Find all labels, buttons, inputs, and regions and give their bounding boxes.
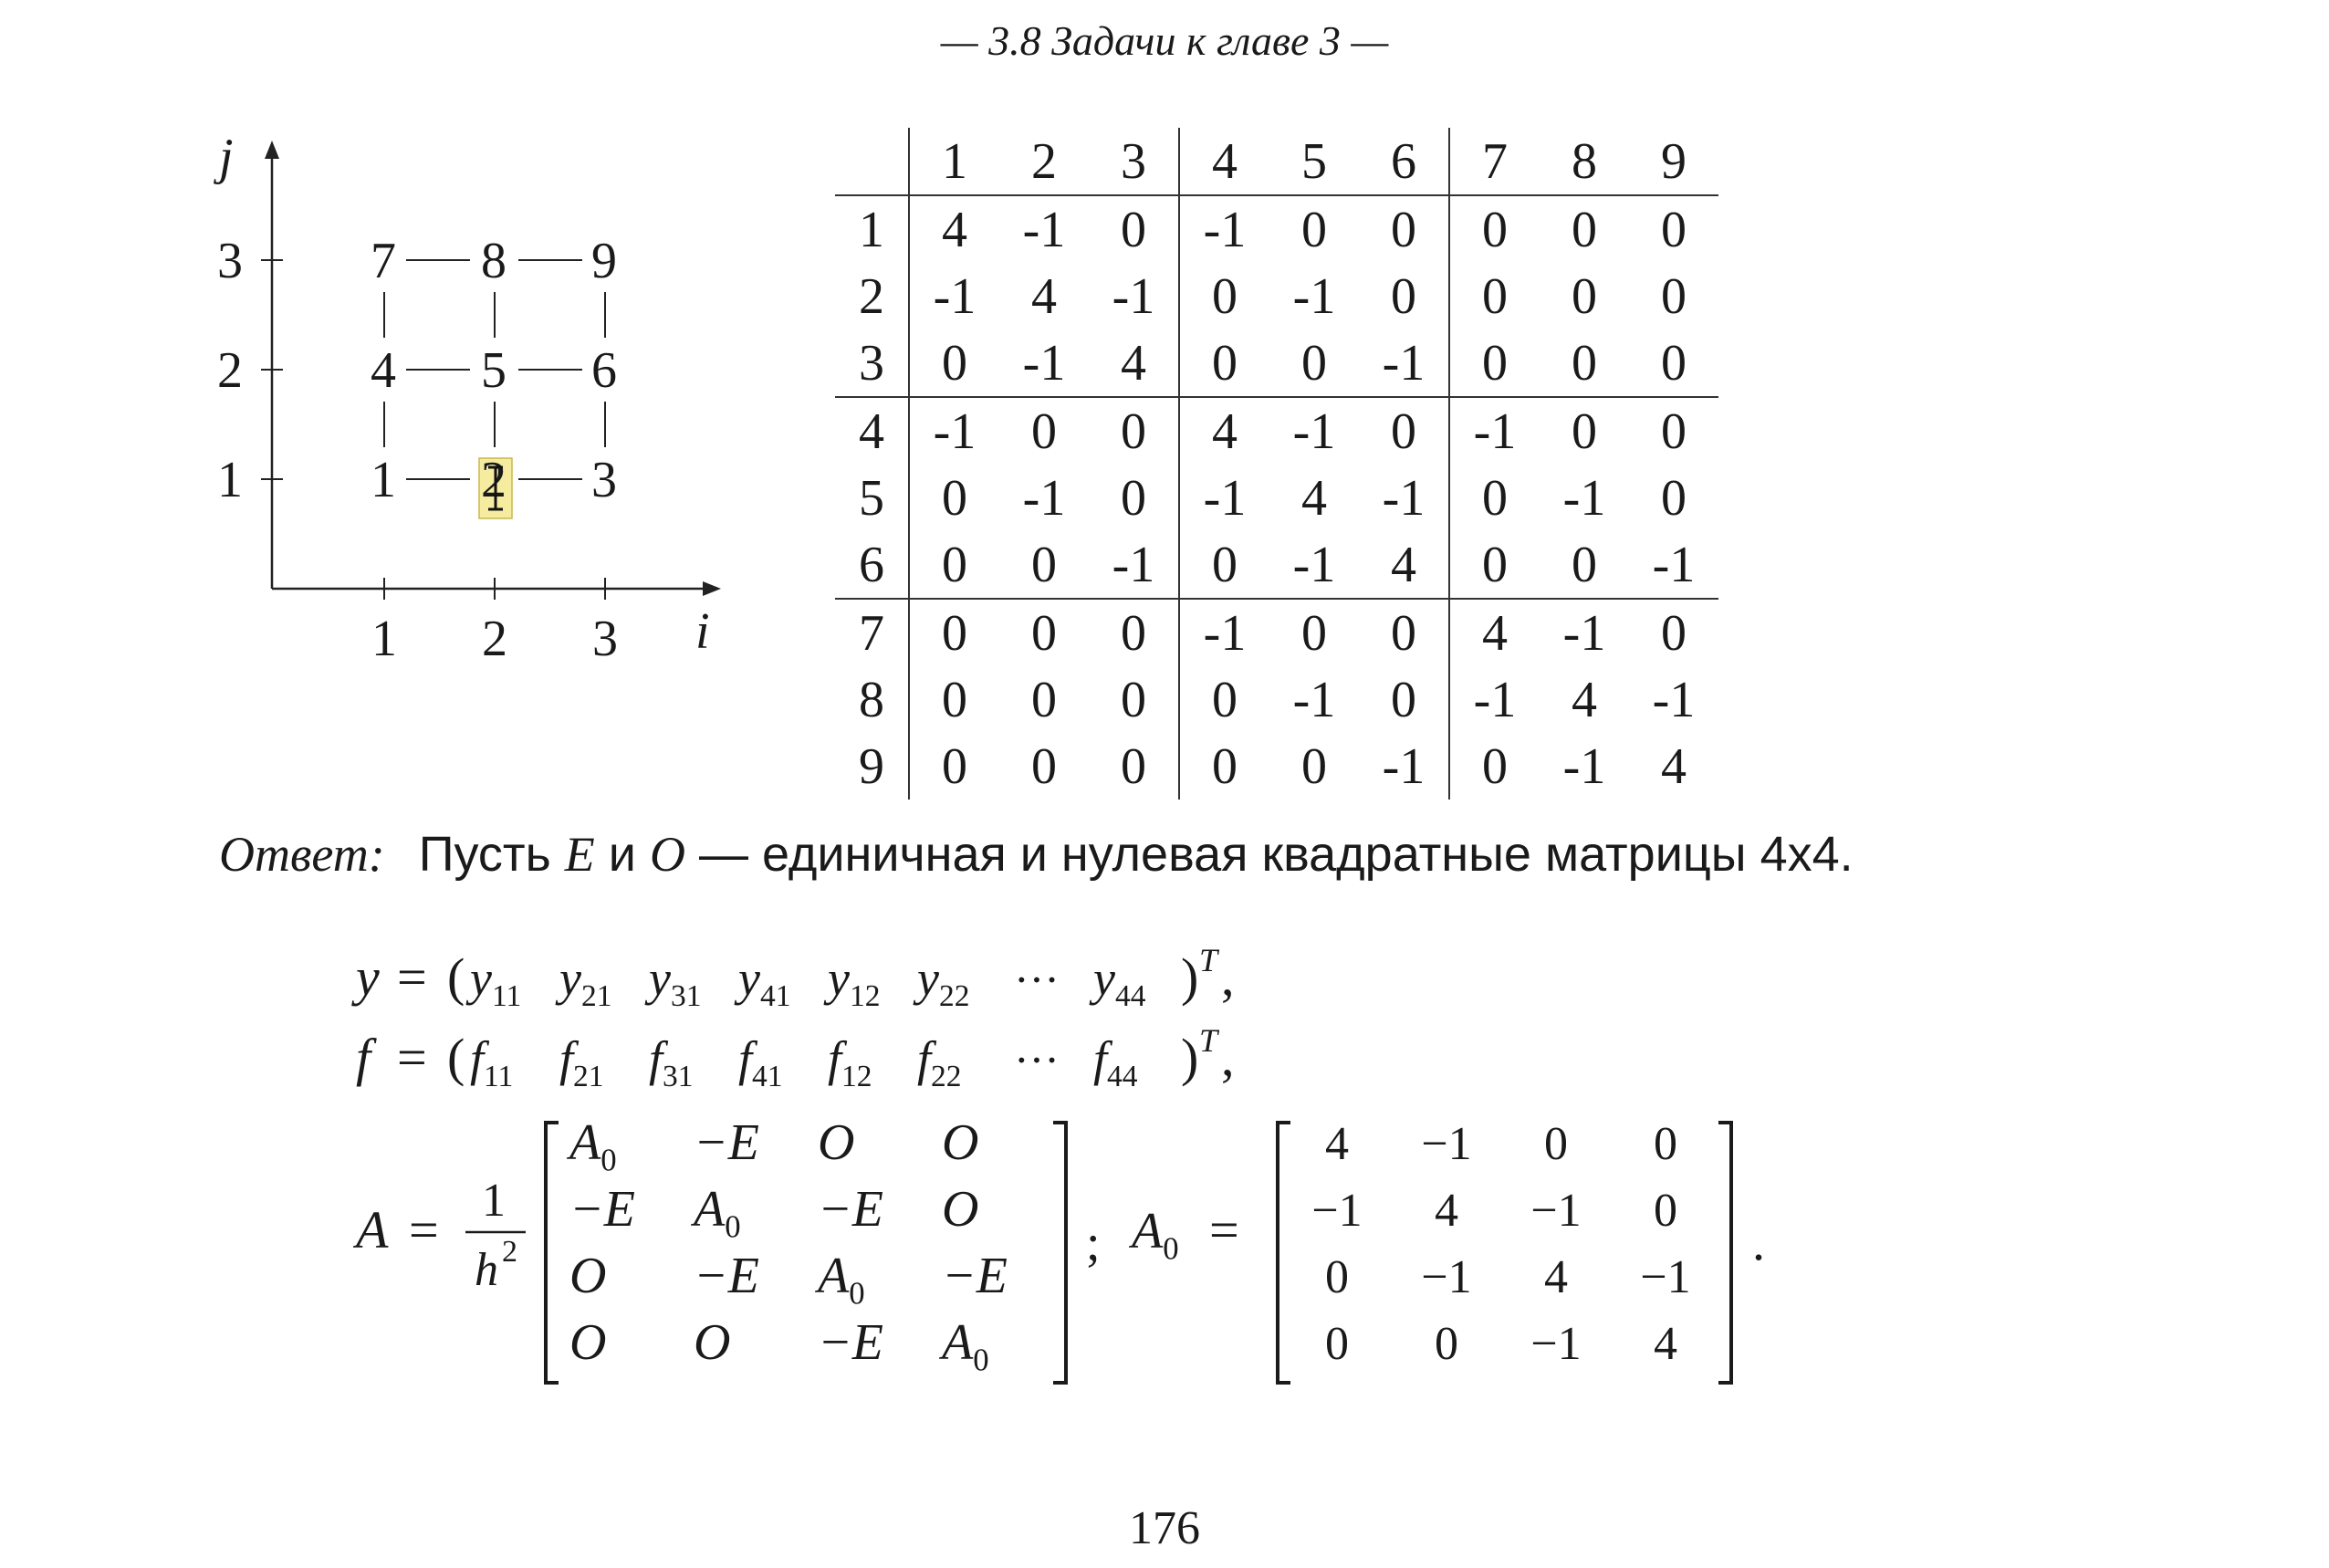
matrix-cell: 0 xyxy=(942,469,967,527)
A0-matrix-cell: 0 xyxy=(1654,1118,1677,1170)
matrix-cell: 0 xyxy=(1089,465,1179,531)
col-header: 5 xyxy=(1269,128,1359,195)
block-matrix-cell: O xyxy=(818,1114,855,1171)
matrix-cell: -1 xyxy=(1292,536,1336,593)
matrix-cell: -1 xyxy=(1089,531,1179,599)
row-header: 6 xyxy=(835,531,909,599)
matrix-cell: 0 xyxy=(1359,666,1449,733)
col-header: 4 xyxy=(1179,128,1269,195)
matrix-cell: 0 xyxy=(1572,334,1597,392)
matrix-cell: 4 xyxy=(1031,267,1057,325)
matrix-cell: 0 xyxy=(1269,599,1359,666)
page-header: — 3.8 Задачи к главе 3 — xyxy=(940,17,1389,64)
answer-text-2: и xyxy=(608,827,636,882)
A0-matrix-cell: 0 xyxy=(1654,1185,1677,1237)
f-vector-definition xyxy=(356,1022,1235,1093)
vector-lhs: f xyxy=(356,1028,371,1087)
vector-term: $f_{41}$ xyxy=(738,1031,783,1093)
block-matrix-cell: −E xyxy=(694,1248,759,1304)
y-tick-3: 3 xyxy=(217,233,243,289)
formula-separator: ; xyxy=(1086,1215,1101,1271)
vector-term: $f_{31}$ xyxy=(649,1031,694,1093)
block-matrix-cell: −E xyxy=(942,1248,1008,1304)
open-paren: ( xyxy=(447,1028,465,1087)
x-tick-2: 2 xyxy=(482,611,507,667)
block-matrix-cell: −E xyxy=(818,1181,883,1238)
matrix-cell: -1 xyxy=(1203,469,1247,527)
matrix-corner xyxy=(835,128,909,195)
matrix-cell: 4 xyxy=(1661,737,1687,795)
block-matrix-cell: O xyxy=(942,1114,979,1171)
matrix-cell: 0 xyxy=(1661,201,1687,258)
equals-sign-2: = xyxy=(1209,1200,1239,1260)
matrix-cell: -1 xyxy=(1292,267,1336,325)
matrix-cell: 0 xyxy=(1031,737,1057,795)
row-header: 2 xyxy=(835,263,909,329)
y-axis-arrow xyxy=(265,141,279,159)
matrix-cell: 4 xyxy=(1179,397,1269,465)
matrix-cell: 0 xyxy=(1661,267,1687,325)
symbol-O: O xyxy=(649,827,685,882)
matrix-cell: 0 xyxy=(1482,334,1508,392)
answer-text-1: Пусть xyxy=(418,827,551,882)
fraction-denominator: h xyxy=(475,1244,498,1296)
matrix-row xyxy=(835,666,1718,733)
matrix-row xyxy=(835,599,1718,666)
row-header: 3 xyxy=(835,329,909,397)
matrix-cell: -1 xyxy=(1449,397,1540,465)
page-number: 176 xyxy=(1129,1502,1200,1554)
matrix-row xyxy=(835,397,1718,465)
matrix-cell: 0 xyxy=(1482,267,1508,325)
matrix-cell: 0 xyxy=(1359,599,1449,666)
grid-diagram xyxy=(192,128,739,675)
matrix-cell: -1 xyxy=(1562,469,1606,527)
block-matrix-right-bracket xyxy=(1053,1123,1066,1383)
matrix-cell: 0 xyxy=(1540,397,1629,465)
A0-matrix-cell: −1 xyxy=(1530,1185,1582,1237)
matrix-cell: 0 xyxy=(942,334,967,392)
matrix-cell: 0 xyxy=(1031,671,1057,728)
matrix-cell: 4 xyxy=(1359,531,1449,599)
matrix-cell: 4 xyxy=(1301,469,1327,527)
matrix-cell: 0 xyxy=(1572,267,1597,325)
node-5: 5 xyxy=(481,342,507,399)
A0-matrix-cell: −1 xyxy=(1421,1251,1472,1303)
answer-label: Ответ: xyxy=(219,827,385,882)
matrix-cell: 0 xyxy=(1572,536,1597,593)
matrix-cell: -1 xyxy=(1652,671,1696,728)
col-header: 1 xyxy=(909,128,999,195)
A0-matrix-left-bracket xyxy=(1278,1123,1290,1383)
row-header: 5 xyxy=(835,465,909,531)
matrix-cell: 0 xyxy=(1359,195,1449,263)
matrix-cell: 0 xyxy=(1359,263,1449,329)
matrix-cell: 0 xyxy=(909,599,999,666)
matrix-cell: -1 xyxy=(1473,671,1517,728)
matrix-cell: 0 xyxy=(1212,536,1238,593)
vector-term: $f_{12}$ xyxy=(828,1031,872,1093)
equals-sign: = xyxy=(397,1028,427,1087)
node-9: 9 xyxy=(591,233,617,289)
A0-lhs: $A_0$ xyxy=(1132,1203,1179,1267)
x-axis-label: i xyxy=(695,603,710,660)
transpose-sup: T xyxy=(1199,1022,1218,1059)
matrix-cell: -1 xyxy=(1292,671,1336,728)
block-matrix-cells xyxy=(566,1114,1008,1377)
matrix-cell: 4 xyxy=(942,201,967,258)
col-header: 9 xyxy=(1629,128,1718,195)
A0-matrix-cell: −1 xyxy=(1530,1318,1582,1370)
vector-term: $y_{21}$ xyxy=(559,951,612,1013)
col-header: 7 xyxy=(1449,128,1540,195)
block-matrix-cell: $A_0$ xyxy=(694,1181,741,1245)
matrix-cell: -1 xyxy=(1022,201,1066,258)
matrix-cell: 0 xyxy=(1212,671,1238,728)
matrix-cell: 0 xyxy=(1629,397,1718,465)
matrix-cell: -1 xyxy=(1022,334,1066,392)
block-matrix-cell: O xyxy=(942,1181,979,1238)
matrix-row xyxy=(835,733,1718,800)
node-6: 6 xyxy=(591,342,617,399)
block-matrix-cell: O xyxy=(569,1314,607,1371)
matrix-cell: 0 xyxy=(1089,397,1179,465)
A0-matrix-cell: −1 xyxy=(1421,1118,1472,1170)
matrix-cell: 0 xyxy=(1482,737,1508,795)
A0-matrix-cell: −1 xyxy=(1640,1251,1691,1303)
matrix-cell: -1 xyxy=(1652,536,1696,593)
fraction-denominator-exp: 2 xyxy=(502,1235,517,1269)
matrix-cell: -1 xyxy=(1179,599,1269,666)
matrix-cell: 0 xyxy=(1089,599,1179,666)
ellipsis: ··· xyxy=(1014,1034,1060,1085)
block-matrix-cell: −E xyxy=(818,1314,883,1371)
equals-sign: = xyxy=(397,947,427,1007)
x-tick-3: 3 xyxy=(592,611,618,667)
matrix-cell: 0 xyxy=(1661,469,1687,527)
matrix-cell: 0 xyxy=(1301,201,1327,258)
block-matrix-left-bracket xyxy=(546,1123,559,1383)
matrix-row xyxy=(835,329,1718,397)
vector-term: $y_{22}$ xyxy=(917,951,970,1013)
matrix-cell: 0 xyxy=(942,536,967,593)
row-header: 1 xyxy=(835,195,909,263)
matrix-cell: -1 xyxy=(1269,397,1359,465)
matrix-cell: 0 xyxy=(1661,334,1687,392)
block-matrix-cell: −E xyxy=(569,1181,635,1238)
x-axis-arrow xyxy=(703,581,721,596)
matrix-cell: -1 xyxy=(1089,263,1179,329)
matrix-cell: 4 xyxy=(1449,599,1540,666)
answer-text-3: — единичная и нулевая квадратные матрицы 4x4. xyxy=(699,827,1854,882)
node-4: 4 xyxy=(371,342,396,399)
row-header: 4 xyxy=(835,397,909,465)
matrix-cell: 0 xyxy=(1482,469,1508,527)
A0-matrix-cell: 4 xyxy=(1544,1251,1568,1303)
end-period: . xyxy=(1752,1215,1765,1271)
matrix-cell: -1 xyxy=(1203,201,1247,258)
matrix-cell: 0 xyxy=(1212,334,1238,392)
matrix-cell: -1 xyxy=(1562,737,1606,795)
vector-term: $y_{31}$ xyxy=(649,951,702,1013)
block-matrix-cell: −E xyxy=(694,1114,759,1171)
vector-term: $y_{44}$ xyxy=(1093,951,1146,1013)
vector-lhs: y xyxy=(356,947,380,1007)
fraction-numerator: 1 xyxy=(482,1175,506,1227)
comma: , xyxy=(1221,1028,1235,1087)
matrix-cell: 0 xyxy=(1031,536,1057,593)
matrix-cell: 0 xyxy=(1089,666,1179,733)
A0-symbol xyxy=(1128,1203,1179,1266)
matrix-cell: 0 xyxy=(1482,201,1508,258)
matrix-cell: 0 xyxy=(1089,733,1179,800)
matrix-cell: -1 xyxy=(1359,733,1449,800)
block-matrix-cell: O xyxy=(569,1248,607,1304)
matrix-cell: 0 xyxy=(999,599,1089,666)
close-paren: ) xyxy=(1181,947,1199,1007)
A0-matrix-cell: 4 xyxy=(1654,1318,1677,1370)
matrix-cell: 0 xyxy=(999,397,1089,465)
vector-term: $f_{21}$ xyxy=(559,1031,604,1093)
row-header: 7 xyxy=(835,599,909,666)
col-header: 3 xyxy=(1089,128,1179,195)
matrix-row xyxy=(835,465,1718,531)
row-header: 8 xyxy=(835,666,909,733)
block-matrix-cell: O xyxy=(694,1314,731,1371)
matrix-cell: 0 xyxy=(1482,536,1508,593)
col-header: 8 xyxy=(1540,128,1629,195)
col-header: 2 xyxy=(999,128,1089,195)
matrix-row xyxy=(835,195,1718,263)
matrix-cell: 0 xyxy=(1089,195,1179,263)
formula-block xyxy=(347,940,1807,1415)
A0-matrix-cell: 0 xyxy=(1435,1318,1458,1370)
vector-term: $f_{22}$ xyxy=(917,1031,962,1093)
vector-term: $y_{12}$ xyxy=(828,951,881,1013)
A0-matrix-cell: 0 xyxy=(1325,1318,1349,1370)
vector-term: $y_{11}$ xyxy=(470,951,522,1013)
row-header: 9 xyxy=(835,733,909,800)
matrix-cell: 0 xyxy=(942,671,967,728)
A0-matrix-cell: −1 xyxy=(1311,1185,1363,1237)
matrix-header-row xyxy=(835,128,1718,195)
node-2: 2 xyxy=(481,452,507,508)
matrix-cell: -1 xyxy=(1540,599,1629,666)
matrix-cell: 4 xyxy=(1089,329,1179,397)
A0-matrix-cells xyxy=(1311,1118,1690,1370)
matrix-cell: -1 xyxy=(1359,329,1449,397)
matrix-cell: 0 xyxy=(1359,397,1449,465)
symbol-E: E xyxy=(564,827,595,882)
node-8: 8 xyxy=(481,233,507,289)
matrix-cell: 0 xyxy=(1212,267,1238,325)
answer-line xyxy=(219,826,1854,883)
col-header: 6 xyxy=(1359,128,1449,195)
matrix-cell: -1 xyxy=(1022,469,1066,527)
block-matrix-cell: $A_0$ xyxy=(818,1248,865,1312)
matrix-cell: 0 xyxy=(1301,334,1327,392)
matrix-cell: 0 xyxy=(1301,737,1327,795)
A0-matrix-cell: 4 xyxy=(1435,1185,1458,1237)
vector-term: $f_{44}$ xyxy=(1093,1031,1138,1093)
close-paren: ) xyxy=(1181,1028,1199,1087)
y-tick-2: 2 xyxy=(217,342,243,399)
vector-term: $y_{41}$ xyxy=(738,951,791,1013)
vector-term: $f_{11}$ xyxy=(470,1031,514,1093)
A0-matrix-cell: 4 xyxy=(1325,1118,1349,1170)
ellipsis: ··· xyxy=(1014,954,1060,1005)
matrix-cell: 0 xyxy=(1572,201,1597,258)
A0-matrix-cell: 0 xyxy=(1325,1251,1349,1303)
matrix-cell: 0 xyxy=(1629,599,1718,666)
matrix-cell: -1 xyxy=(1359,465,1449,531)
block-matrix-cell: $A_0$ xyxy=(942,1314,989,1378)
A-symbol: A xyxy=(356,1200,389,1260)
comma: , xyxy=(1221,947,1235,1007)
node-7: 7 xyxy=(371,233,396,289)
open-paren: ( xyxy=(447,947,465,1007)
matrix-cell: 0 xyxy=(942,737,967,795)
matrix-row xyxy=(835,531,1718,599)
matrix-row xyxy=(835,263,1718,329)
adjacency-matrix-table xyxy=(835,128,1718,800)
matrix-cell: 0 xyxy=(1212,737,1238,795)
node-1: 1 xyxy=(371,452,396,508)
block-matrix-cell: $A_0$ xyxy=(569,1114,617,1178)
y-axis-label: j xyxy=(219,129,234,185)
matrix-cell: -1 xyxy=(933,267,977,325)
y-vector-definition xyxy=(351,942,1235,1013)
equals-sign: = xyxy=(409,1200,439,1260)
A0-matrix-right-bracket xyxy=(1718,1123,1731,1383)
transpose-sup: T xyxy=(1199,942,1218,978)
x-tick-1: 1 xyxy=(371,611,397,667)
matrix-cell: -1 xyxy=(909,397,999,465)
A0-matrix-cell: 0 xyxy=(1544,1118,1568,1170)
y-tick-1: 1 xyxy=(217,452,243,508)
matrix-cell: 4 xyxy=(1572,671,1597,728)
node-3: 3 xyxy=(591,452,617,508)
